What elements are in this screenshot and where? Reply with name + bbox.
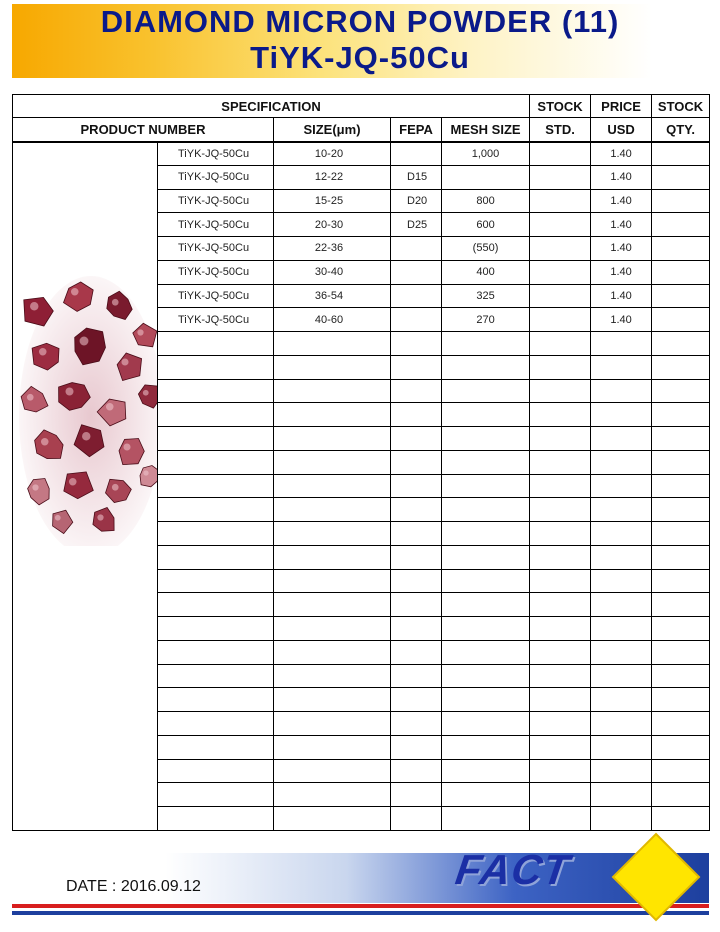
size-cell: 20-30 bbox=[274, 213, 391, 237]
stock-std-cell bbox=[530, 712, 591, 736]
mesh-size-cell bbox=[442, 427, 530, 451]
mesh-size-cell: 325 bbox=[442, 284, 530, 308]
fepa-cell bbox=[391, 617, 442, 641]
size-cell bbox=[274, 617, 391, 641]
fepa-cell bbox=[391, 142, 442, 166]
date-label: DATE : 2016.09.12 bbox=[66, 878, 201, 895]
stock-std-cell bbox=[530, 593, 591, 617]
stock-qty-cell bbox=[652, 379, 710, 403]
mesh-size-cell bbox=[442, 545, 530, 569]
fepa-cell bbox=[391, 474, 442, 498]
stock-std-cell bbox=[530, 664, 591, 688]
product-number-header: PRODUCT NUMBER bbox=[13, 118, 274, 142]
stock-qty-cell bbox=[652, 308, 710, 332]
product-cell bbox=[158, 593, 274, 617]
stock-qty-cell bbox=[652, 593, 710, 617]
price-cell bbox=[591, 593, 652, 617]
fepa-cell bbox=[391, 664, 442, 688]
fepa-cell bbox=[391, 450, 442, 474]
size-cell bbox=[274, 569, 391, 593]
mesh-size-cell: (550) bbox=[442, 237, 530, 261]
size-cell bbox=[274, 807, 391, 831]
fepa-cell bbox=[391, 308, 442, 332]
stock-qty-cell bbox=[652, 664, 710, 688]
stock-std-cell bbox=[530, 403, 591, 427]
stock-qty-cell bbox=[652, 617, 710, 641]
price-cell bbox=[591, 450, 652, 474]
stock-std-cell bbox=[530, 498, 591, 522]
stock-qty-cell bbox=[652, 165, 710, 189]
stock-qty-cell bbox=[652, 474, 710, 498]
size-cell: 30-40 bbox=[274, 260, 391, 284]
price-cell: 1.40 bbox=[591, 260, 652, 284]
product-cell bbox=[158, 807, 274, 831]
price-cell bbox=[591, 640, 652, 664]
stock-std-cell bbox=[530, 522, 591, 546]
fepa-cell bbox=[391, 498, 442, 522]
product-cell bbox=[158, 640, 274, 664]
fepa-cell bbox=[391, 522, 442, 546]
price-cell bbox=[591, 569, 652, 593]
product-cell: TiYK-JQ-50Cu bbox=[158, 284, 274, 308]
size-cell bbox=[274, 688, 391, 712]
mesh-size-cell bbox=[442, 569, 530, 593]
product-cell: TiYK-JQ-50Cu bbox=[158, 237, 274, 261]
size-cell bbox=[274, 664, 391, 688]
mesh-size-cell bbox=[442, 783, 530, 807]
price-cell: 1.40 bbox=[591, 237, 652, 261]
size-cell bbox=[274, 427, 391, 451]
fepa-cell bbox=[391, 688, 442, 712]
product-cell bbox=[158, 783, 274, 807]
product-cell bbox=[158, 450, 274, 474]
product-cell bbox=[158, 332, 274, 356]
price-cell bbox=[591, 522, 652, 546]
product-cell: TiYK-JQ-50Cu bbox=[158, 260, 274, 284]
mesh-size-cell: 1,000 bbox=[442, 142, 530, 166]
size-cell bbox=[274, 379, 391, 403]
fepa-cell bbox=[391, 332, 442, 356]
stock-std-cell bbox=[530, 237, 591, 261]
product-image-cell bbox=[13, 142, 158, 831]
size-cell bbox=[274, 640, 391, 664]
page-title: DIAMOND MICRON POWDER (11) bbox=[100, 4, 620, 39]
spec-header: SPECIFICATION bbox=[13, 95, 530, 118]
fepa-cell bbox=[391, 545, 442, 569]
size-cell bbox=[274, 759, 391, 783]
fepa-cell bbox=[391, 593, 442, 617]
fepa-cell bbox=[391, 759, 442, 783]
product-cell bbox=[158, 735, 274, 759]
size-cell bbox=[274, 712, 391, 736]
page-subtitle: TiYK-JQ-50Cu bbox=[250, 40, 470, 75]
price-cell bbox=[591, 688, 652, 712]
size-cell: 10-20 bbox=[274, 142, 391, 166]
size-header: SIZE(μm) bbox=[274, 118, 391, 142]
mesh-size-cell bbox=[442, 759, 530, 783]
price-cell bbox=[591, 379, 652, 403]
mesh-size-cell bbox=[442, 498, 530, 522]
table-body bbox=[13, 142, 710, 831]
stock-std-cell bbox=[530, 308, 591, 332]
price-cell bbox=[591, 735, 652, 759]
mesh-size-cell: 800 bbox=[442, 189, 530, 213]
stock-qty-cell bbox=[652, 569, 710, 593]
product-cell bbox=[158, 545, 274, 569]
mesh-size-cell: 400 bbox=[442, 260, 530, 284]
mesh-size-cell bbox=[442, 712, 530, 736]
mesh-size-cell bbox=[442, 403, 530, 427]
stock-qty-cell bbox=[652, 807, 710, 831]
stock-qty-cell bbox=[652, 284, 710, 308]
stock-std-header-bottom: STD. bbox=[530, 118, 591, 142]
fepa-cell bbox=[391, 712, 442, 736]
stock-qty-cell bbox=[652, 427, 710, 451]
product-cell bbox=[158, 569, 274, 593]
price-cell bbox=[591, 545, 652, 569]
stock-std-cell bbox=[530, 379, 591, 403]
stock-qty-cell bbox=[652, 189, 710, 213]
price-cell bbox=[591, 498, 652, 522]
stock-std-cell bbox=[530, 783, 591, 807]
stock-qty-cell bbox=[652, 403, 710, 427]
stock-qty-cell bbox=[652, 355, 710, 379]
size-cell bbox=[274, 593, 391, 617]
fepa-cell: D25 bbox=[391, 213, 442, 237]
stock-std-cell bbox=[530, 355, 591, 379]
product-cell bbox=[158, 759, 274, 783]
stock-std-cell bbox=[530, 427, 591, 451]
stock-std-cell bbox=[530, 807, 591, 831]
stock-std-cell bbox=[530, 474, 591, 498]
fepa-cell bbox=[391, 260, 442, 284]
mesh-size-header: MESH SIZE bbox=[442, 118, 530, 142]
stock-std-cell bbox=[530, 688, 591, 712]
product-cell: TiYK-JQ-50Cu bbox=[158, 189, 274, 213]
product-cell bbox=[158, 522, 274, 546]
stock-qty-header-bottom: QTY. bbox=[652, 118, 710, 142]
price-cell bbox=[591, 712, 652, 736]
mesh-size-cell bbox=[442, 450, 530, 474]
price-cell bbox=[591, 474, 652, 498]
stock-std-cell bbox=[530, 545, 591, 569]
price-header-bottom: USD bbox=[591, 118, 652, 142]
fepa-cell bbox=[391, 284, 442, 308]
stock-qty-cell bbox=[652, 332, 710, 356]
size-cell bbox=[274, 735, 391, 759]
product-cell bbox=[158, 498, 274, 522]
stock-qty-cell bbox=[652, 545, 710, 569]
product-cell: TiYK-JQ-50Cu bbox=[158, 213, 274, 237]
stock-std-cell bbox=[530, 735, 591, 759]
size-cell bbox=[274, 498, 391, 522]
price-cell: 1.40 bbox=[591, 308, 652, 332]
stock-std-cell bbox=[530, 165, 591, 189]
fepa-cell bbox=[391, 569, 442, 593]
mesh-size-cell bbox=[442, 379, 530, 403]
stock-std-cell bbox=[530, 640, 591, 664]
fepa-cell bbox=[391, 379, 442, 403]
diamond-powder-image bbox=[13, 146, 158, 826]
stock-qty-cell bbox=[652, 260, 710, 284]
stock-std-cell bbox=[530, 450, 591, 474]
stock-std-cell bbox=[530, 617, 591, 641]
size-cell: 40-60 bbox=[274, 308, 391, 332]
mesh-size-cell bbox=[442, 474, 530, 498]
size-cell bbox=[274, 522, 391, 546]
yellow-diamond-icon bbox=[611, 832, 701, 922]
price-cell bbox=[591, 759, 652, 783]
fepa-header: FEPA bbox=[391, 118, 442, 142]
mesh-size-cell: 600 bbox=[442, 213, 530, 237]
size-cell bbox=[274, 403, 391, 427]
stock-std-header-top: STOCK bbox=[530, 95, 591, 118]
stock-qty-cell bbox=[652, 237, 710, 261]
mesh-size-cell bbox=[442, 735, 530, 759]
product-cell: TiYK-JQ-50Cu bbox=[158, 165, 274, 189]
size-cell bbox=[274, 545, 391, 569]
price-cell: 1.40 bbox=[591, 284, 652, 308]
product-cell: TiYK-JQ-50Cu bbox=[158, 142, 274, 166]
stock-qty-cell bbox=[652, 735, 710, 759]
mesh-size-cell bbox=[442, 332, 530, 356]
fepa-cell bbox=[391, 807, 442, 831]
mesh-size-cell bbox=[442, 664, 530, 688]
product-cell bbox=[158, 664, 274, 688]
fepa-cell bbox=[391, 783, 442, 807]
product-cell bbox=[158, 403, 274, 427]
fepa-cell bbox=[391, 355, 442, 379]
size-cell bbox=[274, 332, 391, 356]
stock-std-cell bbox=[530, 332, 591, 356]
mesh-size-cell bbox=[442, 688, 530, 712]
stock-qty-cell bbox=[652, 498, 710, 522]
fepa-cell bbox=[391, 237, 442, 261]
stock-qty-cell bbox=[652, 688, 710, 712]
mesh-size-cell bbox=[442, 593, 530, 617]
size-cell: 15-25 bbox=[274, 189, 391, 213]
stock-qty-cell bbox=[652, 213, 710, 237]
mesh-size-cell bbox=[442, 522, 530, 546]
stock-qty-header-top: STOCK bbox=[652, 95, 710, 118]
price-cell bbox=[591, 403, 652, 427]
product-cell bbox=[158, 379, 274, 403]
price-cell bbox=[591, 783, 652, 807]
price-cell: 1.40 bbox=[591, 213, 652, 237]
price-cell bbox=[591, 664, 652, 688]
size-cell bbox=[274, 783, 391, 807]
footer-blue-stripe bbox=[12, 911, 709, 915]
stock-std-cell bbox=[530, 260, 591, 284]
stock-qty-cell bbox=[652, 712, 710, 736]
price-header-top: PRICE bbox=[591, 95, 652, 118]
price-cell: 1.40 bbox=[591, 142, 652, 166]
fact-logo: FACT bbox=[452, 846, 574, 893]
price-cell bbox=[591, 427, 652, 451]
stock-qty-cell bbox=[652, 450, 710, 474]
stock-std-cell bbox=[530, 213, 591, 237]
fepa-cell: D15 bbox=[391, 165, 442, 189]
size-cell bbox=[274, 474, 391, 498]
mesh-size-cell bbox=[442, 165, 530, 189]
price-cell bbox=[591, 332, 652, 356]
table-row bbox=[13, 142, 710, 166]
product-cell bbox=[158, 617, 274, 641]
product-cell bbox=[158, 355, 274, 379]
product-cell bbox=[158, 688, 274, 712]
product-cell bbox=[158, 712, 274, 736]
product-cell bbox=[158, 427, 274, 451]
mesh-size-cell bbox=[442, 617, 530, 641]
stock-std-cell bbox=[530, 189, 591, 213]
size-cell bbox=[274, 450, 391, 474]
product-cell: TiYK-JQ-50Cu bbox=[158, 308, 274, 332]
fepa-cell: D20 bbox=[391, 189, 442, 213]
stock-std-cell bbox=[530, 284, 591, 308]
size-cell: 36-54 bbox=[274, 284, 391, 308]
price-cell bbox=[591, 355, 652, 379]
price-cell bbox=[591, 807, 652, 831]
size-cell bbox=[274, 355, 391, 379]
stock-qty-cell bbox=[652, 142, 710, 166]
spec-table bbox=[12, 94, 710, 831]
size-cell: 12-22 bbox=[274, 165, 391, 189]
product-cell bbox=[158, 474, 274, 498]
stock-qty-cell bbox=[652, 783, 710, 807]
stock-qty-cell bbox=[652, 759, 710, 783]
stock-std-cell bbox=[530, 759, 591, 783]
mesh-size-cell bbox=[442, 640, 530, 664]
size-cell: 22-36 bbox=[274, 237, 391, 261]
price-cell: 1.40 bbox=[591, 165, 652, 189]
stock-qty-cell bbox=[652, 522, 710, 546]
fepa-cell bbox=[391, 640, 442, 664]
fepa-cell bbox=[391, 735, 442, 759]
fepa-cell bbox=[391, 427, 442, 451]
mesh-size-cell bbox=[442, 807, 530, 831]
stock-std-cell bbox=[530, 142, 591, 166]
price-cell bbox=[591, 617, 652, 641]
fepa-cell bbox=[391, 403, 442, 427]
price-cell: 1.40 bbox=[591, 189, 652, 213]
mesh-size-cell bbox=[442, 355, 530, 379]
stock-qty-cell bbox=[652, 640, 710, 664]
mesh-size-cell: 270 bbox=[442, 308, 530, 332]
stock-std-cell bbox=[530, 569, 591, 593]
